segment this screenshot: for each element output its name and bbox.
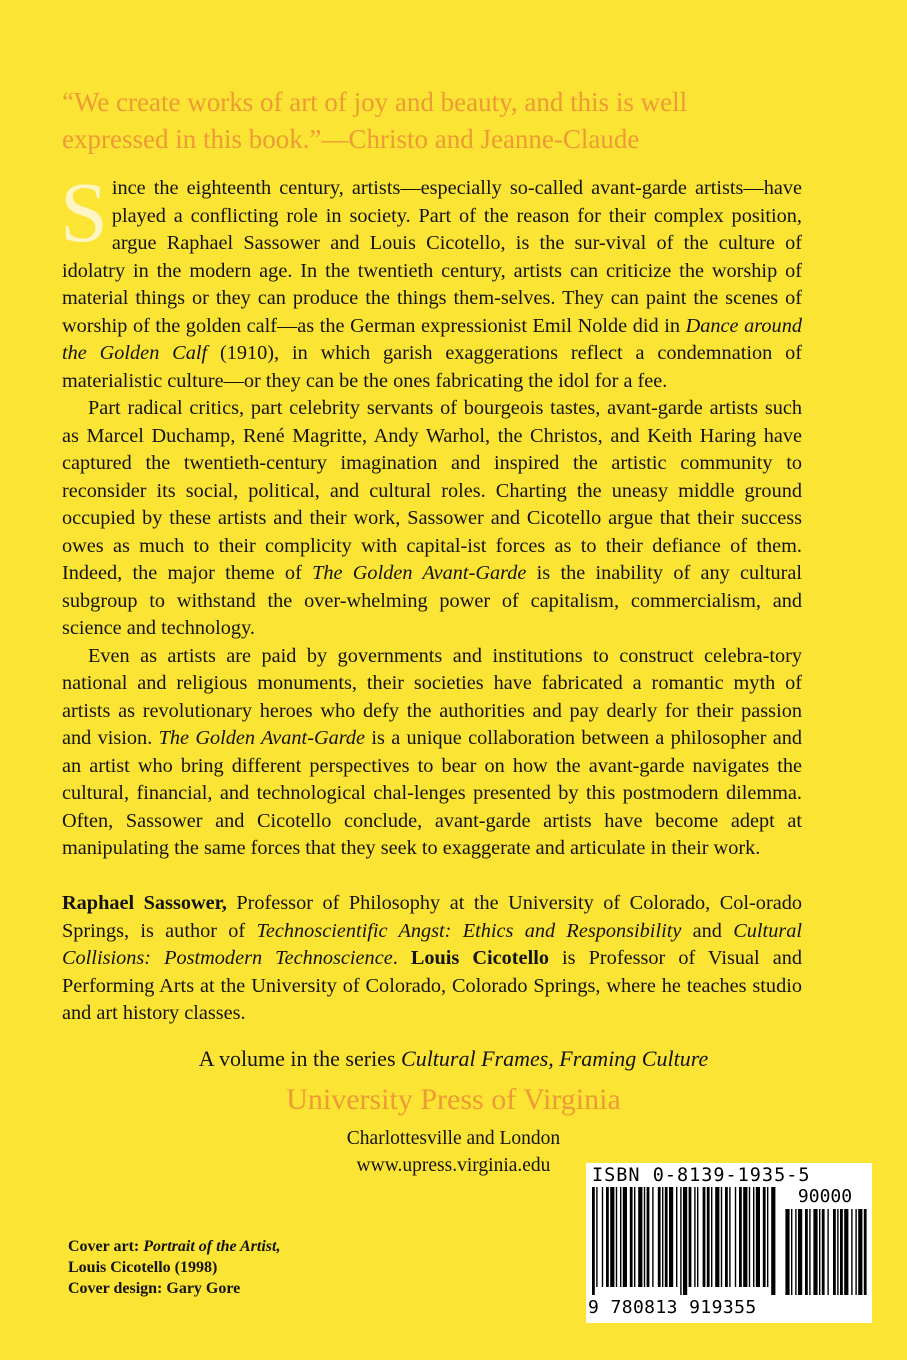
- barcode-bar: [644, 1187, 645, 1287]
- barcode-bar: [665, 1187, 668, 1287]
- addon-bar: [864, 1209, 867, 1295]
- cover-art-title: Portrait of the Artist,: [143, 1238, 281, 1255]
- price-addon-digits: 90000: [797, 1186, 853, 1207]
- publisher-website: www.upress.virginia.edu: [356, 1155, 551, 1176]
- book-description: [60, 164, 802, 863]
- barcode-bar: [623, 1187, 627, 1287]
- barcode-bar: [735, 1187, 736, 1287]
- barcode-bar: [756, 1187, 760, 1287]
- addon-bar: [833, 1209, 836, 1295]
- author-name: Louis Cicotello: [410, 947, 549, 969]
- book-title: Cultural Collisions: Postmodern Technoscience: [62, 919, 802, 969]
- addon-bar: [813, 1209, 817, 1295]
- addon-bar: [858, 1209, 862, 1295]
- barcode-bar: [767, 1187, 768, 1287]
- barcode-bar: [647, 1187, 650, 1287]
- barcode-bar: [658, 1187, 661, 1287]
- barcode-bar: [630, 1187, 633, 1287]
- quote-line-1: “We create works of art of joy and beauty, and this is well: [62, 87, 688, 117]
- addon-bar: [819, 1209, 820, 1295]
- addon-bar: [851, 1209, 852, 1295]
- book-title: Technoscientific Angst: Ethics and Responsibility: [256, 919, 682, 942]
- barcode-bar: [602, 1187, 603, 1287]
- addon-bar: [837, 1209, 838, 1295]
- addon-bar: [809, 1209, 810, 1295]
- barcode-bar: [707, 1187, 710, 1287]
- drop-cap: S: [60, 164, 108, 260]
- cover-design: Cover design: Gary Gore: [68, 1280, 241, 1297]
- barcode-bar: [592, 1187, 595, 1295]
- barcode-bar: [729, 1187, 730, 1287]
- barcode-bar: [715, 1187, 719, 1287]
- barcode-bar: [711, 1187, 712, 1287]
- addon-bar: [840, 1209, 843, 1295]
- barcode-bar: [652, 1187, 653, 1287]
- addon-bar: [855, 1209, 856, 1295]
- addon-bar: [791, 1209, 792, 1295]
- barcode-bar: [749, 1187, 750, 1287]
- barcode-bar: [669, 1187, 673, 1287]
- barcode-bar: [694, 1187, 695, 1287]
- addon-bar: [798, 1209, 802, 1295]
- barcode-bar: [638, 1187, 642, 1287]
- author-bio: Raphael Sassower, Professor of Philosophy at the University of Colorado, Col-orado Springs, is author of Technoscientific Angst: Ethics and Responsibility and Cultural Collisions: Postmodern Technoscience. Louis Cicotello is Professor of Visual and Performing Arts at the University of Colorado, Colorado Springs, where he teaches studio and art history classes.: [62, 892, 802, 1024]
- barcode-bar: [753, 1187, 754, 1287]
- barcode-bar: [610, 1187, 614, 1287]
- series-title: Cultural Frames, Framing Culture: [401, 1046, 709, 1071]
- barcode-bar: [721, 1187, 722, 1287]
- book-title: The Golden Avant-Garde: [158, 727, 366, 749]
- barcode-bar: [739, 1187, 742, 1287]
- barcode-bar: [676, 1187, 677, 1287]
- barcode-bar: [680, 1187, 681, 1295]
- addon-bar: [805, 1209, 808, 1295]
- quote-line-2: expressed in this book.”—Christo and Jeanne-Claude: [62, 124, 640, 154]
- barcode-bar: [620, 1187, 621, 1287]
- addon-bar: [795, 1209, 796, 1295]
- book-title: The Golden Avant-Garde: [312, 562, 527, 584]
- barcode-bar: [662, 1187, 663, 1287]
- barcode-bar: [683, 1187, 687, 1295]
- barcode-bar: [616, 1187, 617, 1287]
- publisher-city: Charlottesville and London: [346, 1128, 561, 1149]
- addon-bar: [827, 1209, 828, 1295]
- barcode-bar: [689, 1187, 692, 1287]
- isbn-barcode: [586, 1163, 872, 1323]
- artwork-title: Dance around the Golden Calf: [62, 314, 802, 364]
- series-line: A volume in the series Cultural Frames, Framing Culture: [198, 1046, 709, 1071]
- description-paragraph-1: Since the eighteenth century, artists—especially so-called avant-garde artists—have played a conflicting role in society. Part of the reason for their complex position, argue Raphael Sassower and Louis Cicotello, is the sur-vival of the culture of idolatry in the modern age. In the twentieth century, artists can criticize the worship of material things or they can produce the things them-selves. They can paint the scenes of worship of the golden calf—as the German expressionist Emil Nolde did in Dance around the Golden Calf (1910), in which garish exaggerations reflect a condemnation of materialistic culture—or they can be the ones fabricating the idol for a fee.: [60, 164, 802, 392]
- barcode-bar: [771, 1187, 775, 1295]
- endorsement-quote: [62, 84, 842, 158]
- barcode-bar: [606, 1187, 609, 1287]
- barcode-bar: [763, 1187, 766, 1287]
- isbn-number: ISBN 0-8139-1935-5: [592, 1165, 811, 1186]
- barcode-bar: [725, 1187, 728, 1287]
- barcode-bar: [703, 1187, 706, 1287]
- cover-credits: Cover art: Portrait of the Artist, Louis Cicotello (1998) Cover design: Gary Gore: [68, 1236, 468, 1299]
- addon-bar: [822, 1209, 825, 1295]
- barcode-bar: [697, 1187, 698, 1287]
- barcode-bar: [634, 1187, 635, 1287]
- description-paragraph-2: Part radical critics, part celebrity servants of bourgeois tastes, avant-garde artists such as Marcel Duchamp, René Magritte, Andy Warhol, the Christos, and Keith Haring have captured the twentieth-century imagination and inspired the artistic community to reconsider its social, political, and cultural roles. Charting the uneasy middle ground occupied by these artists and their work, Sassower and Cicotello argue that their success owes as much to their complicity with capital-ist forces as to their defiance of them. Indeed, the major theme of The Golden Avant-Garde is the inability of any cultural subgroup to withstand the over-whelming power of capitalism, commercialism, and science and technology.: [62, 397, 802, 639]
- author-name: Raphael Sassower,: [62, 892, 227, 914]
- barcode-bar: [596, 1187, 597, 1287]
- cover-art-artist: Louis Cicotello (1998): [68, 1259, 218, 1276]
- addon-bar: [785, 1209, 789, 1295]
- ean-digits: 9 780813 919355: [588, 1297, 757, 1318]
- description-paragraph-3: Even as artists are paid by governments and institutions to construct celebra-tory national and religious monuments, their societies have fabricated a romantic myth of artists as revolutionary heroes who defy the authorities and pay dearly for their passion and vision. The Golden Avant-Garde is a unique collaboration between a philosopher and an artist who bring different perspectives to bear on how the avant-garde navigates the cultural, financial, and technological chal-lenges presented by this postmodern dilemma. Often, Sassower and Cicotello conclude, avant-garde artists have become adept at manipulating the same forces that they seek to exaggerate and articulate in their work.: [62, 644, 802, 859]
- barcode-bar: [743, 1187, 747, 1287]
- addon-bar: [844, 1209, 848, 1295]
- publisher-name: University Press of Virginia: [286, 1083, 621, 1116]
